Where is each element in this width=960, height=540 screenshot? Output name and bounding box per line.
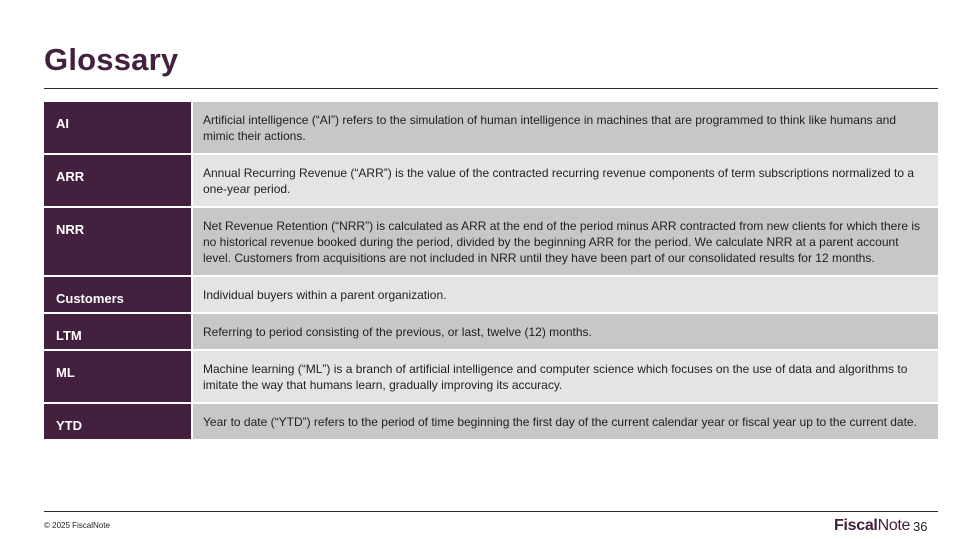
glossary-table bbox=[44, 102, 938, 441]
logo-note: Note bbox=[877, 517, 911, 534]
term-definition: Machine learning (“ML”) is a branch of artificial intelligence and computer science which focuses on the use of data and algorithms to imitate the way that humans learn, gradually improving its accuracy. bbox=[193, 351, 938, 402]
term-definition: Year to date (“YTD”) refers to the period of time beginning the first day of the current calendar year or fiscal year up to the current date. bbox=[193, 404, 938, 439]
glossary-row-ml bbox=[44, 351, 938, 404]
term-definition: Artificial intelligence (“AI”) refers to the simulation of human intelligence in machines that are programmed to think like humans and mimic their actions. bbox=[193, 102, 938, 153]
term-definition: Referring to period consisting of the previous, or last, twelve (12) months. bbox=[193, 314, 938, 349]
glossary-row-nrr bbox=[44, 208, 938, 277]
term-definition: Net Revenue Retention (“NRR”) is calculated as ARR at the end of the period minus ARR contracted from new clients for which there is no historical revenue booked during the period, divided by the beginning ARR for the period. We calculate NRR at a parent account level. Customers from acquisitions are not included in NRR until they have been part of our consolidated results for 12 months. bbox=[193, 208, 938, 275]
term-label: NRR bbox=[44, 208, 193, 275]
glossary-row-ytd bbox=[44, 404, 938, 441]
copyright-text: © 2025 FiscalNote bbox=[44, 521, 110, 530]
glossary-row-ai bbox=[44, 102, 938, 155]
fiscalnote-logo bbox=[834, 517, 910, 535]
page-title: Glossary bbox=[44, 42, 179, 77]
page-number: 36 bbox=[913, 519, 928, 534]
term-label: ARR bbox=[44, 155, 193, 206]
glossary-row-customers bbox=[44, 277, 938, 314]
term-definition: Individual buyers within a parent organization. bbox=[193, 277, 938, 312]
footer-divider bbox=[44, 511, 938, 512]
title-divider bbox=[44, 88, 938, 89]
term-label: AI bbox=[44, 102, 193, 153]
term-label: YTD bbox=[44, 404, 193, 439]
glossary-row-ltm bbox=[44, 314, 938, 351]
term-definition: Annual Recurring Revenue (“ARR”) is the value of the contracted recurring revenue components of term subscriptions normalized to a one-year period. bbox=[193, 155, 938, 206]
term-label: ML bbox=[44, 351, 193, 402]
term-label: LTM bbox=[44, 314, 193, 349]
term-label: Customers bbox=[44, 277, 193, 312]
logo-fiscal: Fiscal bbox=[834, 517, 878, 534]
glossary-row-arr bbox=[44, 155, 938, 208]
